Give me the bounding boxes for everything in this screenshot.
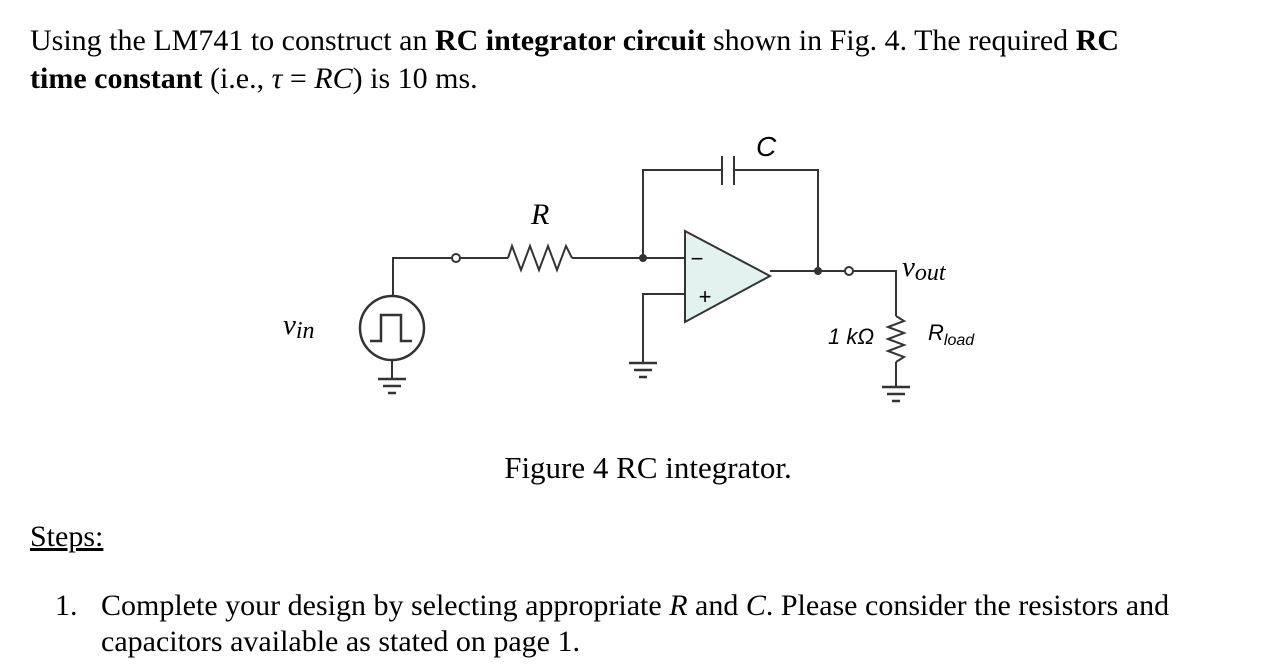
label-vout-sub: out	[914, 260, 946, 286]
equals-sign: =	[282, 62, 315, 95]
step-r-symbol: R	[669, 589, 688, 622]
load-wire-top	[853, 271, 896, 316]
ground-icon-opamp	[629, 363, 657, 377]
rc-symbol: RC	[314, 62, 353, 95]
label-c: C	[756, 131, 777, 162]
voltage-source	[360, 296, 424, 360]
step-text-a: Complete your design by selecting appropriate	[101, 589, 670, 622]
step-text-d: . Please consider the resistors and capacitors available as stated on page 1.	[101, 589, 1170, 658]
opamp-minus-sign: −	[690, 246, 704, 271]
intro-text-1: Using the LM741 to construct an	[30, 24, 435, 57]
intro-text-2: shown in Fig. 4. The required	[705, 24, 1076, 57]
junction-output	[814, 267, 822, 275]
label-rload-main: R	[928, 320, 944, 345]
intro-bold-rc-integrator: RC integrator circuit	[434, 24, 706, 57]
load-resistor	[888, 316, 904, 362]
step-text	[101, 588, 1255, 660]
label-rload-value: 1 kΩ	[828, 324, 875, 349]
label-vin-main: v	[283, 309, 296, 341]
resistor-r	[508, 246, 572, 270]
junction-input	[639, 254, 647, 262]
label-vin	[283, 309, 315, 344]
label-rload	[928, 320, 975, 349]
output-terminal	[845, 267, 853, 275]
label-vout-main: v	[902, 251, 915, 283]
label-vout	[902, 251, 947, 286]
tau-symbol: τ	[271, 62, 283, 95]
intro-bold-time-constant: time constant	[30, 62, 203, 95]
feedback-wire-right	[734, 170, 818, 270]
label-r: R	[531, 198, 550, 231]
label-vin-sub: in	[295, 318, 315, 344]
ground-icon-source	[378, 379, 406, 393]
intro-text-3: (i.e.,	[202, 62, 272, 95]
ground-icon-load	[882, 387, 910, 401]
intro-text-4: ) is 10 ms.	[352, 62, 478, 95]
input-terminal	[452, 254, 460, 262]
opamp-plus-sign: +	[698, 284, 712, 309]
step-list	[55, 588, 1255, 660]
list-item	[55, 588, 1255, 660]
steps-heading: Steps:	[30, 520, 104, 553]
non-inverting-input-wire	[643, 294, 685, 362]
step-c-symbol: C	[745, 589, 766, 622]
intro-bold-rc: RC	[1075, 24, 1120, 57]
step-text-b: and	[687, 589, 746, 622]
capacitor-c	[722, 156, 734, 185]
figure-caption: Figure 4 RC integrator.	[504, 450, 792, 485]
label-rload-sub: load	[943, 332, 975, 349]
step-number: 1.	[55, 589, 78, 622]
